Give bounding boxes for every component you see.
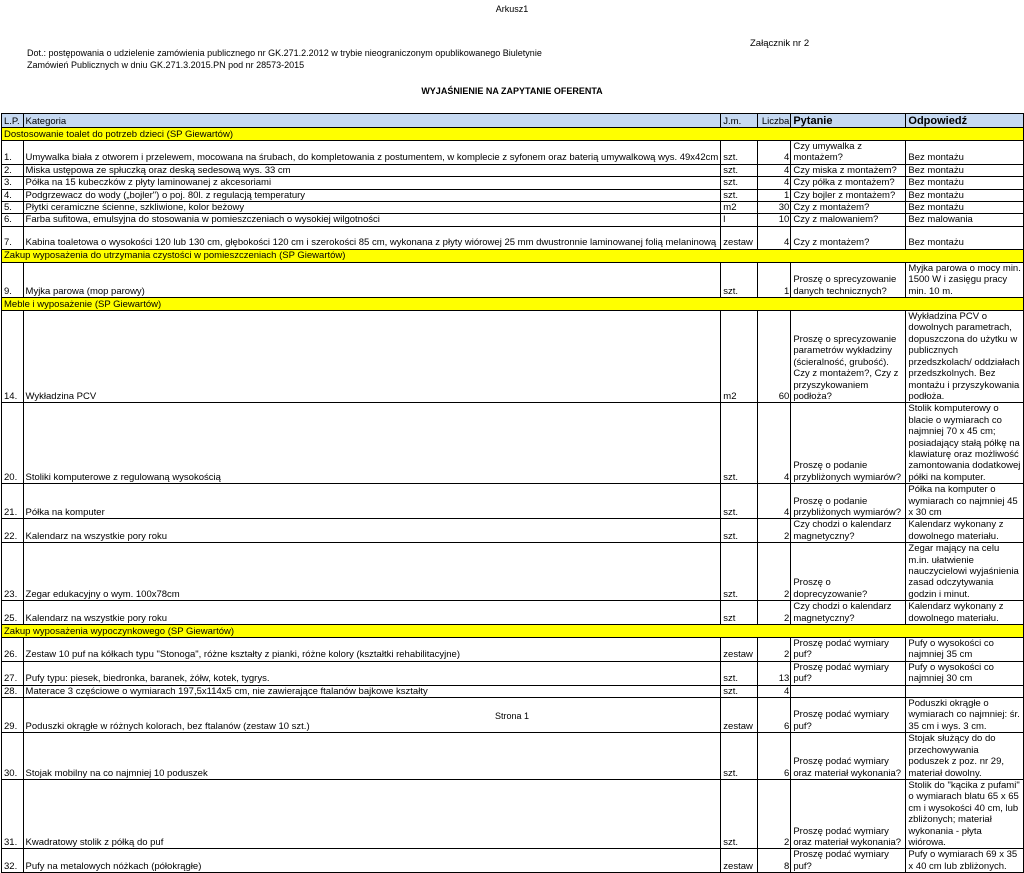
intro-line: Zamówień Publicznych w dniu GK.271.3.2015.PN pod nr 28573-2015 xyxy=(27,60,305,70)
cell-lp: 29. xyxy=(2,698,24,733)
cell-jm: szt. xyxy=(721,262,758,297)
cell-liczba: 6 xyxy=(758,733,791,780)
attachment-label: Załącznik nr 2 xyxy=(750,38,810,49)
cell-lp: 1. xyxy=(2,141,24,165)
table-row xyxy=(2,177,1024,189)
cell-odpowiedz: Myjka parowa o mocy min. 1500 W i zasięgu pracy min. 10 m. xyxy=(906,262,1024,297)
cell-liczba: 6 xyxy=(758,698,791,733)
cell-kategoria: Zestaw 10 puf na kółkach typu "Stonoga", różne kształty z pianki, różne kolory (kształtki rehabilitacyjne) xyxy=(23,638,721,662)
cell-jm: szt. xyxy=(721,484,758,519)
cell-liczba: 4 xyxy=(758,164,791,176)
cell-pytanie: Proszę o sprecyzowanie danych technicznych? xyxy=(791,262,906,297)
cell-lp: 2. xyxy=(2,164,24,176)
intro-text xyxy=(27,47,587,71)
cell-liczba: 1 xyxy=(758,262,791,297)
cell-odpowiedz: Pufy o wysokości co najmniej 30 cm xyxy=(906,661,1024,685)
cell-kategoria: Półka na 15 kubeczków z płyty laminowanej z akcesoriami xyxy=(23,177,721,189)
col-header-lp: L.P. xyxy=(2,114,24,128)
cell-liczba: 4 xyxy=(758,141,791,165)
cell-jm: szt xyxy=(721,601,758,625)
table-row xyxy=(2,484,1024,519)
cell-liczba: 10 xyxy=(758,214,791,226)
cell-pytanie: Czy umywalka z montażem? xyxy=(791,141,906,165)
cell-liczba: 2 xyxy=(758,638,791,662)
table-row xyxy=(2,779,1024,848)
cell-jm: szt. xyxy=(721,661,758,685)
cell-odpowiedz: Poduszki okrągłe o wymiarach co najmniej: śr. 35 cm i wys. 3 cm. xyxy=(906,698,1024,733)
cell-liczba: 4 xyxy=(758,177,791,189)
col-header-pytanie: Pytanie xyxy=(791,114,906,128)
cell-lp: 20. xyxy=(2,403,24,484)
section-row xyxy=(2,128,1024,141)
table-row xyxy=(2,519,1024,543)
cell-odpowiedz: Kalendarz wykonany z dowolnego materiału. xyxy=(906,601,1024,625)
sheet-title: Arkusz1 xyxy=(495,4,529,14)
cell-odpowiedz: Stojak służący do do przechowywania poduszek z poz. nr 29, materiał dowolny. xyxy=(906,733,1024,780)
cell-liczba: 2 xyxy=(758,519,791,543)
cell-odpowiedz: Bez montażu xyxy=(906,202,1024,214)
cell-lp: 28. xyxy=(2,685,24,697)
cell-kategoria: Płytki ceramiczne ścienne, szkliwione, kolor beżowy xyxy=(23,202,721,214)
page-footer: Strona 1 xyxy=(494,711,530,721)
cell-lp: 4. xyxy=(2,189,24,201)
cell-jm: m2 xyxy=(721,311,758,403)
table-row xyxy=(2,226,1024,249)
cell-kategoria: Miska ustępowa ze spłuczką oraz deską sedesową wys. 33 cm xyxy=(23,164,721,176)
cell-pytanie: Proszę o podanie przybliżonych wymiarów? xyxy=(791,484,906,519)
document-heading: WYJAŚNIENIE NA ZAPYTANIE OFERENTA xyxy=(421,86,603,96)
cell-pytanie: Proszę podać wymiary puf? xyxy=(791,698,906,733)
col-header-jm: J.m. xyxy=(721,114,758,128)
cell-pytanie: Czy chodzi o kalendarz magnetyczny? xyxy=(791,601,906,625)
table-row xyxy=(2,262,1024,297)
cell-pytanie: Proszę o podanie przybliżonych wymiarów? xyxy=(791,403,906,484)
cell-liczba: 4 xyxy=(758,226,791,249)
cell-kategoria: Farba sufitowa, emulsyjna do stosowania w pomieszczeniach o wysokiej wilgotności xyxy=(23,214,721,226)
cell-lp: 22. xyxy=(2,519,24,543)
cell-odpowiedz xyxy=(906,685,1024,697)
cell-kategoria: Półka na komputer xyxy=(23,484,721,519)
table-row xyxy=(2,685,1024,697)
cell-jm: szt. xyxy=(721,733,758,780)
cell-liczba: 1 xyxy=(758,189,791,201)
table-row xyxy=(2,601,1024,625)
cell-odpowiedz: Półka na komputer o wymiarach co najmniej 45 x 30 cm xyxy=(906,484,1024,519)
cell-kategoria: Kabina toaletowa o wysokości 120 lub 130 cm, głębokości 120 cm i szerokości 85 cm, wykonana z płyty wiórowej 25 mm dwustronnie laminowanej folią melaninową xyxy=(23,226,721,249)
section-title: Dostosowanie toalet do potrzeb dzieci (SP Giewartów) xyxy=(2,128,1024,141)
table-row xyxy=(2,189,1024,201)
cell-pytanie: Proszę podać wymiary oraz materiał wykonania? xyxy=(791,733,906,780)
cell-kategoria: Poduszki okrągłe w różnych kolorach, bez ftalanów (zestaw 10 szt.) xyxy=(23,698,721,733)
cell-pytanie: Proszę podać wymiary puf? xyxy=(791,849,906,873)
table-row xyxy=(2,202,1024,214)
cell-kategoria: Umywalka biała z otworem i przelewem, mocowana na śrubach, do kompletowania z postumentem, w komplecie z syfonem oraz baterią umywalkową wys. 49x42cm xyxy=(23,141,721,165)
cell-odpowiedz: Stolik do "kącika z pufami" o wymiarach blatu 65 x 65 cm i wysokości 40 cm, lub zbliżonych; materiał wykonania - płyta wiórowa. xyxy=(906,779,1024,848)
cell-odpowiedz: Kalendarz wykonany z dowolnego materiału. xyxy=(906,519,1024,543)
cell-liczba: 2 xyxy=(758,779,791,848)
cell-jm: szt. xyxy=(721,779,758,848)
intro-line: Dot.: postępowania o udzielenie zamówienia publicznego nr GK.271.2.2012 w trybie nieograniczonym opublikowanego Biuletynie xyxy=(27,48,542,58)
cell-pytanie: Czy miska z montażem? xyxy=(791,164,906,176)
cell-odpowiedz: Bez malowania xyxy=(906,214,1024,226)
col-header-liczba: Liczba xyxy=(758,114,791,128)
cell-jm: zestaw xyxy=(721,226,758,249)
table-row xyxy=(2,849,1024,873)
cell-kategoria: Pufy typu: piesek, biedronka, baranek, żółw, kotek, tygrys. xyxy=(23,661,721,685)
table-row xyxy=(2,311,1024,403)
cell-pytanie: Czy półka z montażem? xyxy=(791,177,906,189)
cell-lp: 27. xyxy=(2,661,24,685)
cell-jm: zestaw xyxy=(721,698,758,733)
section-row xyxy=(2,298,1024,311)
cell-kategoria: Stoliki komputerowe z regulowaną wysokością xyxy=(23,403,721,484)
cell-jm: szt. xyxy=(721,189,758,201)
cell-lp: 7. xyxy=(2,226,24,249)
cell-odpowiedz: Bez montażu xyxy=(906,177,1024,189)
cell-lp: 6. xyxy=(2,214,24,226)
cell-pytanie: Proszę o doprecyzowanie? xyxy=(791,543,906,601)
section-title: Zakup wyposażenia do utrzymania czystości w pomieszczeniach (SP Giewartów) xyxy=(2,249,1024,262)
cell-liczba: 2 xyxy=(758,601,791,625)
cell-pytanie: Czy z malowaniem? xyxy=(791,214,906,226)
cell-pytanie: Proszę o sprecyzowanie parametrów wykładziny (ścieralność, grubość). Czy z montażem?, Czy z przyszykowaniem podłoża? xyxy=(791,311,906,403)
cell-odpowiedz: Bez montażu xyxy=(906,226,1024,249)
cell-lp: 26. xyxy=(2,638,24,662)
cell-liczba: 13 xyxy=(758,661,791,685)
section-row xyxy=(2,249,1024,262)
cell-jm: szt. xyxy=(721,685,758,697)
cell-liczba: 2 xyxy=(758,543,791,601)
table-header-row xyxy=(2,114,1024,128)
table-row xyxy=(2,661,1024,685)
cell-pytanie: Proszę podać wymiary puf? xyxy=(791,661,906,685)
answers-table xyxy=(1,113,1024,873)
cell-pytanie xyxy=(791,685,906,697)
table-row xyxy=(2,141,1024,165)
cell-jm: szt. xyxy=(721,177,758,189)
cell-jm: zestaw xyxy=(721,849,758,873)
cell-pytanie: Czy bojler z montażem? xyxy=(791,189,906,201)
cell-odpowiedz: Bez montażu xyxy=(906,189,1024,201)
cell-liczba: 8 xyxy=(758,849,791,873)
cell-lp: 9. xyxy=(2,262,24,297)
cell-kategoria: Myjka parowa (mop parowy) xyxy=(23,262,721,297)
cell-lp: 23. xyxy=(2,543,24,601)
cell-liczba: 4 xyxy=(758,685,791,697)
cell-lp: 21. xyxy=(2,484,24,519)
cell-liczba: 4 xyxy=(758,484,791,519)
cell-lp: 5. xyxy=(2,202,24,214)
table-row xyxy=(2,543,1024,601)
table-row xyxy=(2,638,1024,662)
cell-kategoria: Materace 3 częściowe o wymiarach 197,5x114x5 cm, nie zawierające ftalanów bajkowe kształty xyxy=(23,685,721,697)
cell-odpowiedz: Bez montażu xyxy=(906,141,1024,165)
cell-odpowiedz: Stolik komputerowy o blacie o wymiarach co najmniej 70 x 45 cm; posiadający stałą półkę na klawiaturę oraz możliwość zamontowania dodatkowej półki na komputer. xyxy=(906,403,1024,484)
cell-kategoria: Podgrzewacz do wody („bojler") o poj. 80l. z regulacją temperatury xyxy=(23,189,721,201)
table-row xyxy=(2,733,1024,780)
cell-pytanie: Czy z montażem? xyxy=(791,202,906,214)
cell-lp: 14. xyxy=(2,311,24,403)
cell-lp: 25. xyxy=(2,601,24,625)
cell-liczba: 4 xyxy=(758,403,791,484)
table-row xyxy=(2,403,1024,484)
cell-lp: 31. xyxy=(2,779,24,848)
section-row xyxy=(2,625,1024,638)
cell-jm: szt. xyxy=(721,519,758,543)
cell-odpowiedz: Zegar mający na celu m.in. ułatwienie nauczycielowi wyjaśnienia zasad odczytywania godzin i minut. xyxy=(906,543,1024,601)
cell-jm: zestaw xyxy=(721,638,758,662)
cell-jm: l xyxy=(721,214,758,226)
cell-lp: 3. xyxy=(2,177,24,189)
cell-liczba: 30 xyxy=(758,202,791,214)
cell-kategoria: Zegar edukacyjny o wym. 100x78cm xyxy=(23,543,721,601)
col-header-odpowiedz: Odpowiedź xyxy=(906,114,1024,128)
table-row xyxy=(2,214,1024,226)
cell-lp: 30. xyxy=(2,733,24,780)
table-row xyxy=(2,164,1024,176)
cell-odpowiedz: Bez montażu xyxy=(906,164,1024,176)
cell-pytanie: Czy z montażem? xyxy=(791,226,906,249)
cell-pytanie: Czy chodzi o kalendarz magnetyczny? xyxy=(791,519,906,543)
cell-kategoria: Wykładzina PCV xyxy=(23,311,721,403)
cell-jm: m2 xyxy=(721,202,758,214)
cell-kategoria: Stojak mobilny na co najmniej 10 poduszek xyxy=(23,733,721,780)
col-header-kategoria: Kategoria xyxy=(23,114,721,128)
cell-jm: szt. xyxy=(721,543,758,601)
cell-odpowiedz: Wykładzina PCV o dowolnych parametrach, dopuszczona do użytku w publicznych przedszkolach/ oddziałach przedszkolnych. Bez montażu i przyszykowania podłoża. xyxy=(906,311,1024,403)
cell-odpowiedz: Pufy o wysokości co najmniej 35 cm xyxy=(906,638,1024,662)
cell-kategoria: Pufy na metalowych nóżkach (półokrągłe) xyxy=(23,849,721,873)
cell-liczba: 60 xyxy=(758,311,791,403)
cell-kategoria: Kwadratowy stolik z półką do puf xyxy=(23,779,721,848)
cell-kategoria: Kalendarz na wszystkie pory roku xyxy=(23,601,721,625)
cell-odpowiedz: Pufy o wymiarach 69 x 35 x 40 cm lub zbliżonych. xyxy=(906,849,1024,873)
section-title: Zakup wyposażenia wypoczynkowego (SP Giewartów) xyxy=(2,625,1024,638)
section-title: Meble i wyposażenie (SP Giewartów) xyxy=(2,298,1024,311)
cell-pytanie: Proszę podać wymiary oraz materiał wykonania? xyxy=(791,779,906,848)
cell-jm: szt. xyxy=(721,164,758,176)
cell-kategoria: Kalendarz na wszystkie pory roku xyxy=(23,519,721,543)
cell-lp: 32. xyxy=(2,849,24,873)
cell-jm: szt. xyxy=(721,141,758,165)
cell-pytanie: Proszę podać wymiary puf? xyxy=(791,638,906,662)
cell-jm: szt. xyxy=(721,403,758,484)
